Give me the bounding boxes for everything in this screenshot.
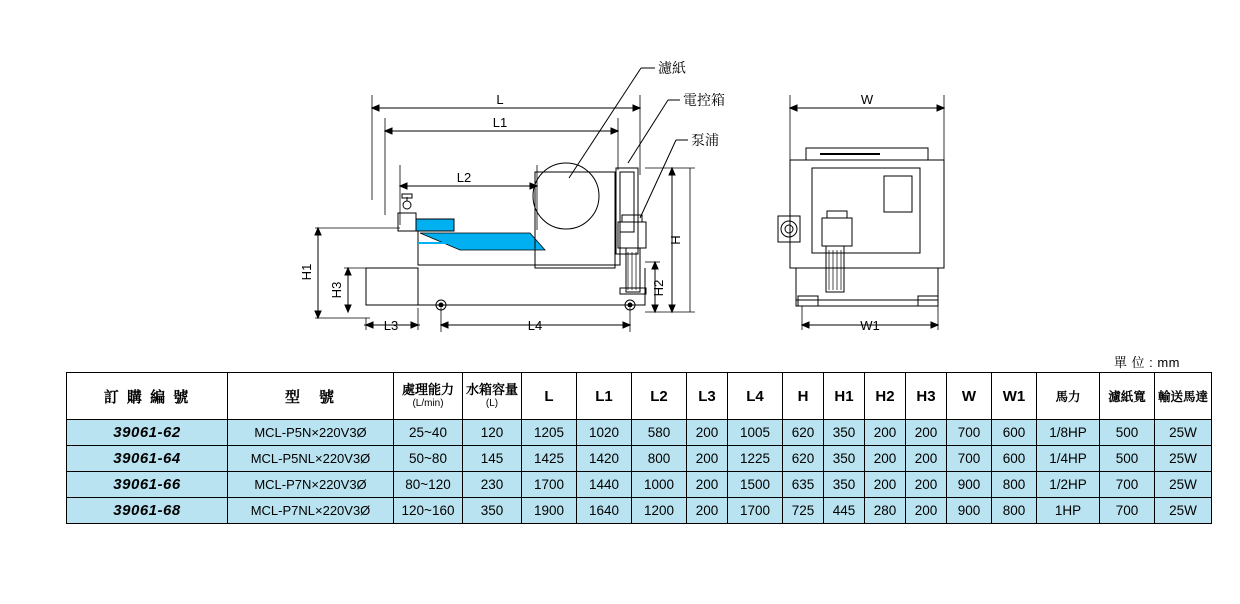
cell-tank: 145 bbox=[463, 446, 522, 472]
cell-paper-width: 500 bbox=[1100, 446, 1155, 472]
cell-H1: 350 bbox=[824, 420, 865, 446]
dim-label-W: W bbox=[860, 92, 874, 107]
cell-order-no: 39061-64 bbox=[67, 446, 228, 472]
cell-L3: 200 bbox=[687, 420, 728, 446]
cell-H: 620 bbox=[783, 446, 824, 472]
cell-L2: 1200 bbox=[632, 498, 687, 524]
cell-conveyor-motor: 25W bbox=[1155, 420, 1212, 446]
cell-model: MCL-P7NL×220V3Ø bbox=[228, 498, 394, 524]
cell-L2: 1000 bbox=[632, 472, 687, 498]
cell-hp: 1/4HP bbox=[1037, 446, 1100, 472]
cell-L4: 1225 bbox=[728, 446, 783, 472]
th-H1: H1 bbox=[824, 373, 865, 420]
cell-W1: 600 bbox=[992, 446, 1037, 472]
cell-L: 1205 bbox=[522, 420, 577, 446]
cell-L3: 200 bbox=[687, 446, 728, 472]
cell-H1: 350 bbox=[824, 446, 865, 472]
cell-H2: 200 bbox=[865, 446, 906, 472]
th-capacity-label: 處理能力 bbox=[401, 381, 454, 397]
cell-W1: 800 bbox=[992, 472, 1037, 498]
cell-order-no: 39061-62 bbox=[67, 420, 228, 446]
cell-paper-width: 700 bbox=[1100, 472, 1155, 498]
spec-table-wrapper bbox=[66, 372, 1212, 524]
th-hp: 馬力 bbox=[1037, 373, 1100, 420]
dim-label-H3: H3 bbox=[329, 281, 344, 299]
cell-L1: 1440 bbox=[577, 472, 632, 498]
spec-table bbox=[66, 372, 1212, 524]
th-L4: L4 bbox=[728, 373, 783, 420]
dim-label-H: H bbox=[668, 235, 683, 245]
cell-L4: 1700 bbox=[728, 498, 783, 524]
cell-order-no: 39061-66 bbox=[67, 472, 228, 498]
th-capacity-unit: (L/min) bbox=[412, 397, 444, 409]
table-row bbox=[67, 498, 1212, 524]
cell-L: 1900 bbox=[522, 498, 577, 524]
cell-capacity: 50~80 bbox=[394, 446, 463, 472]
th-conveyor-motor: 輸送馬達 bbox=[1155, 373, 1212, 420]
dim-label-L4: L4 bbox=[527, 318, 543, 333]
cell-L4: 1500 bbox=[728, 472, 783, 498]
table-row bbox=[67, 420, 1212, 446]
cell-L: 1425 bbox=[522, 446, 577, 472]
cell-L1: 1640 bbox=[577, 498, 632, 524]
cell-capacity: 120~160 bbox=[394, 498, 463, 524]
th-L3: L3 bbox=[687, 373, 728, 420]
unit-note: 單 位 : mm bbox=[1113, 355, 1180, 370]
cell-conveyor-motor: 25W bbox=[1155, 472, 1212, 498]
cell-L1: 1020 bbox=[577, 420, 632, 446]
dim-label-L: L bbox=[496, 92, 504, 107]
th-H3: H3 bbox=[906, 373, 947, 420]
dim-label-L1: L1 bbox=[492, 115, 508, 130]
dim-label-H1: H1 bbox=[299, 263, 314, 281]
cell-tank: 230 bbox=[463, 472, 522, 498]
cell-model: MCL-P5NL×220V3Ø bbox=[228, 446, 394, 472]
th-order-no: 訂 購 編 號 bbox=[67, 373, 228, 420]
th-tank-label: 水箱容量 bbox=[465, 381, 518, 397]
table-header-row bbox=[67, 373, 1212, 420]
cell-H: 725 bbox=[783, 498, 824, 524]
table-row bbox=[67, 446, 1212, 472]
cell-L2: 580 bbox=[632, 420, 687, 446]
th-L: L bbox=[522, 373, 577, 420]
cell-H3: 200 bbox=[906, 472, 947, 498]
cell-model: MCL-P5N×220V3Ø bbox=[228, 420, 394, 446]
cell-H3: 200 bbox=[906, 498, 947, 524]
cell-W1: 800 bbox=[992, 498, 1037, 524]
cell-H1: 350 bbox=[824, 472, 865, 498]
cell-capacity: 80~120 bbox=[394, 472, 463, 498]
table-row bbox=[67, 472, 1212, 498]
cell-hp: 1/8HP bbox=[1037, 420, 1100, 446]
cell-paper-width: 700 bbox=[1100, 498, 1155, 524]
cell-H3: 200 bbox=[906, 446, 947, 472]
cell-H3: 200 bbox=[906, 420, 947, 446]
cell-H: 620 bbox=[783, 420, 824, 446]
cell-W: 700 bbox=[947, 446, 992, 472]
th-L1: L1 bbox=[577, 373, 632, 420]
cell-H1: 445 bbox=[824, 498, 865, 524]
th-H2: H2 bbox=[865, 373, 906, 420]
cell-order-no: 39061-68 bbox=[67, 498, 228, 524]
th-model: 型 號 bbox=[228, 373, 394, 420]
cell-W: 700 bbox=[947, 420, 992, 446]
callout-pump: 泵浦 bbox=[691, 132, 719, 148]
cell-tank: 120 bbox=[463, 420, 522, 446]
cell-L: 1700 bbox=[522, 472, 577, 498]
cell-H2: 200 bbox=[865, 472, 906, 498]
cell-L2: 800 bbox=[632, 446, 687, 472]
cell-H: 635 bbox=[783, 472, 824, 498]
callout-control-box: 電控箱 bbox=[683, 92, 725, 108]
callout-filter-paper: 濾紙 bbox=[658, 60, 686, 76]
dim-label-W1: W1 bbox=[860, 318, 880, 333]
th-paper-width: 濾紙寬 bbox=[1100, 373, 1155, 420]
cell-capacity: 25~40 bbox=[394, 420, 463, 446]
cell-paper-width: 500 bbox=[1100, 420, 1155, 446]
th-W1: W1 bbox=[992, 373, 1037, 420]
cell-tank: 350 bbox=[463, 498, 522, 524]
cell-hp: 1/2HP bbox=[1037, 472, 1100, 498]
cell-W1: 600 bbox=[992, 420, 1037, 446]
cell-H2: 200 bbox=[865, 420, 906, 446]
cell-hp: 1HP bbox=[1037, 498, 1100, 524]
cell-L3: 200 bbox=[687, 472, 728, 498]
dim-label-L2: L2 bbox=[456, 170, 472, 185]
dim-label-H2: H2 bbox=[651, 279, 666, 297]
cell-W: 900 bbox=[947, 498, 992, 524]
th-W: W bbox=[947, 373, 992, 420]
cell-conveyor-motor: 25W bbox=[1155, 498, 1212, 524]
cell-W: 900 bbox=[947, 472, 992, 498]
cell-model: MCL-P7N×220V3Ø bbox=[228, 472, 394, 498]
th-L2: L2 bbox=[632, 373, 687, 420]
cell-L4: 1005 bbox=[728, 420, 783, 446]
dim-label-L3: L3 bbox=[383, 318, 399, 333]
cell-conveyor-motor: 25W bbox=[1155, 446, 1212, 472]
th-tank-unit: (L) bbox=[485, 397, 499, 409]
cell-L1: 1420 bbox=[577, 446, 632, 472]
th-H: H bbox=[783, 373, 824, 420]
cell-H2: 280 bbox=[865, 498, 906, 524]
th-capacity bbox=[394, 373, 463, 420]
th-tank bbox=[463, 373, 522, 420]
cell-L3: 200 bbox=[687, 498, 728, 524]
